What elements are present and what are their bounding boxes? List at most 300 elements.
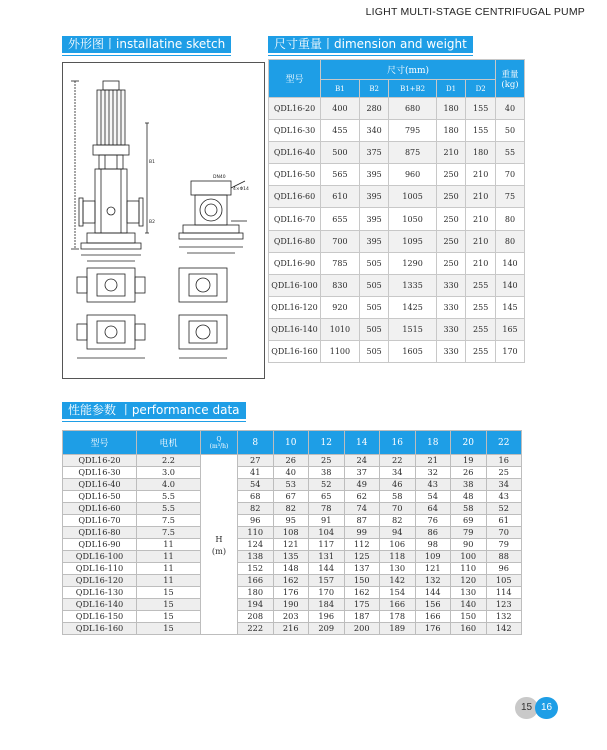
head-value-cell: 86: [415, 527, 451, 539]
value-cell: 210: [466, 230, 496, 252]
model-cell: QDL16-20: [63, 455, 137, 467]
model-cell: QDL16-30: [63, 467, 137, 479]
model-cell: QDL16-40: [63, 479, 137, 491]
dim-header-model: 型号: [269, 60, 321, 98]
head-value-cell: 25: [309, 455, 345, 467]
value-cell: 250: [436, 230, 466, 252]
head-value-cell: 120: [451, 575, 487, 587]
value-cell: 70: [496, 164, 525, 186]
table-row: [269, 341, 525, 363]
head-value-cell: 105: [486, 575, 522, 587]
head-value-cell: 166: [415, 611, 451, 623]
head-value-cell: 52: [486, 503, 522, 515]
head-value-cell: 79: [451, 527, 487, 539]
head-value-cell: 54: [415, 491, 451, 503]
value-cell: 250: [436, 252, 466, 274]
value-cell: 610: [321, 186, 360, 208]
head-value-cell: 150: [344, 575, 380, 587]
motor-cell: 11: [137, 563, 201, 575]
model-cell: QDL16-110: [63, 563, 137, 575]
perf-header-flow-value: 12: [309, 431, 345, 455]
head-value-cell: 209: [309, 623, 345, 635]
perf-header-flow-unit: (m³/h): [209, 442, 229, 450]
head-value-cell: 43: [486, 491, 522, 503]
head-value-cell: 68: [238, 491, 274, 503]
head-value-cell: 148: [273, 563, 309, 575]
value-cell: 330: [436, 296, 466, 318]
model-cell: QDL16-50: [269, 164, 321, 186]
head-value-cell: 43: [415, 479, 451, 491]
model-cell: QDL16-70: [63, 515, 137, 527]
header-title: LIGHT MULTI-STAGE CENTRIFUGAL PUMP: [365, 6, 585, 18]
head-value-cell: 19: [451, 455, 487, 467]
head-value-cell: 152: [238, 563, 274, 575]
head-value-cell: 189: [380, 623, 416, 635]
motor-cell: 7.5: [137, 527, 201, 539]
head-value-cell: 61: [486, 515, 522, 527]
head-value-cell: 132: [415, 575, 451, 587]
pump-drawing: [63, 63, 266, 380]
head-value-cell: 150: [451, 611, 487, 623]
head-value-cell: 162: [344, 587, 380, 599]
value-cell: 155: [466, 98, 496, 120]
head-value-cell: 142: [486, 623, 522, 635]
value-cell: 80: [496, 208, 525, 230]
head-value-cell: 157: [309, 575, 345, 587]
head-value-cell: 162: [273, 575, 309, 587]
value-cell: 210: [466, 208, 496, 230]
value-cell: 395: [359, 164, 389, 186]
value-cell: 565: [321, 164, 360, 186]
head-value-cell: 98: [415, 539, 451, 551]
head-value-cell: 16: [486, 455, 522, 467]
perf-header-flow-value: 10: [273, 431, 309, 455]
perf-header-flow-value: 8: [238, 431, 274, 455]
dimension-weight-table: [268, 59, 525, 363]
head-value-cell: 190: [273, 599, 309, 611]
head-value-cell: 79: [486, 539, 522, 551]
value-cell: 505: [359, 252, 389, 274]
model-cell: QDL16-130: [63, 587, 137, 599]
value-cell: 500: [321, 142, 360, 164]
value-cell: 1095: [389, 230, 436, 252]
head-value-cell: 76: [415, 515, 451, 527]
head-value-cell: 62: [344, 491, 380, 503]
head-value-cell: 38: [309, 467, 345, 479]
head-value-cell: 54: [238, 479, 274, 491]
model-cell: QDL16-60: [269, 186, 321, 208]
value-cell: 505: [359, 341, 389, 363]
head-value-cell: 34: [380, 467, 416, 479]
table-row: [63, 455, 522, 467]
value-cell: 180: [436, 98, 466, 120]
value-cell: 680: [389, 98, 436, 120]
head-value-cell: 40: [273, 467, 309, 479]
value-cell: 655: [321, 208, 360, 230]
head-value-cell: 137: [344, 563, 380, 575]
head-value-cell: 108: [273, 527, 309, 539]
head-value-cell: 94: [380, 527, 416, 539]
head-value-cell: 114: [486, 587, 522, 599]
motor-cell: 15: [137, 599, 201, 611]
value-cell: 280: [359, 98, 389, 120]
table-row: [269, 164, 525, 186]
head-value-cell: 74: [344, 503, 380, 515]
head-value-cell: 216: [273, 623, 309, 635]
head-value-cell: 180: [238, 587, 274, 599]
value-cell: 180: [436, 120, 466, 142]
value-cell: 830: [321, 274, 360, 296]
head-value-cell: 142: [380, 575, 416, 587]
value-cell: 140: [496, 274, 525, 296]
model-cell: QDL16-30: [269, 120, 321, 142]
table-row: [269, 318, 525, 340]
model-cell: QDL16-50: [63, 491, 137, 503]
head-value-cell: 82: [273, 503, 309, 515]
value-cell: 700: [321, 230, 360, 252]
motor-cell: 11: [137, 539, 201, 551]
head-value-cell: 53: [273, 479, 309, 491]
head-value-cell: 64: [415, 503, 451, 515]
motor-cell: 3.0: [137, 467, 201, 479]
head-value-cell: 38: [451, 479, 487, 491]
head-value-cell: 82: [380, 515, 416, 527]
head-value-cell: 170: [309, 587, 345, 599]
head-unit: (m): [211, 545, 227, 556]
head-value-cell: 166: [380, 599, 416, 611]
table-row: [269, 120, 525, 142]
installation-sketch: [62, 62, 265, 379]
table-row: [269, 98, 525, 120]
table-row: [269, 230, 525, 252]
head-value-cell: 70: [380, 503, 416, 515]
head-value-cell: 117: [309, 539, 345, 551]
value-cell: 250: [436, 208, 466, 230]
value-cell: 505: [359, 296, 389, 318]
head-value-cell: 124: [238, 539, 274, 551]
head-value-cell: 58: [451, 503, 487, 515]
value-cell: 340: [359, 120, 389, 142]
dim-header-size: 尺寸(mm): [321, 60, 496, 80]
value-cell: 395: [359, 186, 389, 208]
model-cell: QDL16-80: [269, 230, 321, 252]
head-value-cell: 91: [309, 515, 345, 527]
motor-cell: 11: [137, 551, 201, 563]
value-cell: 455: [321, 120, 360, 142]
page-number-left: 15: [515, 697, 538, 719]
value-cell: 255: [466, 274, 496, 296]
table-row: [63, 599, 522, 611]
value-cell: 375: [359, 142, 389, 164]
head-value-cell: 140: [451, 599, 487, 611]
head-value-cell: 200: [344, 623, 380, 635]
head-value-cell: 144: [415, 587, 451, 599]
head-value-cell: 95: [273, 515, 309, 527]
motor-cell: 5.5: [137, 491, 201, 503]
model-cell: QDL16-80: [63, 527, 137, 539]
head-value-cell: 109: [415, 551, 451, 563]
page-number-right: 16: [535, 697, 558, 719]
dim-header-weight: 重量(kg): [496, 60, 525, 98]
model-cell: QDL16-140: [269, 318, 321, 340]
section-title-dimension: 尺寸重量丨dimension and weight: [268, 36, 473, 53]
head-value-cell: 176: [273, 587, 309, 599]
table-row: [63, 527, 522, 539]
section-title-performance: 性能参数 丨performance data: [62, 402, 246, 419]
sketch-label-holes: 4×Φ14: [233, 187, 249, 192]
value-cell: 400: [321, 98, 360, 120]
motor-cell: 15: [137, 587, 201, 599]
head-value-cell: 27: [238, 455, 274, 467]
performance-table: [62, 430, 522, 635]
perf-header-flow-q: Q: [216, 435, 222, 443]
perf-header-flow-value: 20: [451, 431, 487, 455]
value-cell: 395: [359, 230, 389, 252]
value-cell: 40: [496, 98, 525, 120]
page-numbers: [515, 697, 561, 719]
value-cell: 55: [496, 142, 525, 164]
head-value-cell: 88: [486, 551, 522, 563]
value-cell: 80: [496, 230, 525, 252]
model-cell: QDL16-20: [269, 98, 321, 120]
head-value-cell: 160: [451, 623, 487, 635]
model-cell: QDL16-40: [269, 142, 321, 164]
value-cell: 505: [359, 274, 389, 296]
perf-header-flow-value: 14: [344, 431, 380, 455]
head-value-cell: 106: [380, 539, 416, 551]
sketch-label-b1: B1: [149, 160, 155, 165]
table-row: [63, 551, 522, 563]
head-value-cell: 67: [273, 491, 309, 503]
head-value-cell: 112: [344, 539, 380, 551]
model-cell: QDL16-90: [63, 539, 137, 551]
value-cell: 1050: [389, 208, 436, 230]
head-value-cell: 70: [486, 527, 522, 539]
head-value-cell: 196: [309, 611, 345, 623]
table-row: [63, 479, 522, 491]
head-value-cell: 58: [380, 491, 416, 503]
table-row: [63, 539, 522, 551]
model-cell: QDL16-90: [269, 252, 321, 274]
value-cell: 875: [389, 142, 436, 164]
head-value-cell: 32: [415, 467, 451, 479]
head-value-cell: 130: [380, 563, 416, 575]
head-value-cell: 125: [344, 551, 380, 563]
head-value-cell: 48: [451, 491, 487, 503]
value-cell: 180: [466, 142, 496, 164]
value-cell: 1290: [389, 252, 436, 274]
model-cell: QDL16-70: [269, 208, 321, 230]
value-cell: 330: [436, 341, 466, 363]
head-value-cell: 100: [451, 551, 487, 563]
value-cell: 170: [496, 341, 525, 363]
head-value-cell: 37: [344, 467, 380, 479]
head-value-cell: 26: [273, 455, 309, 467]
value-cell: 210: [466, 164, 496, 186]
value-cell: 250: [436, 186, 466, 208]
head-value-cell: 123: [486, 599, 522, 611]
head-value-cell: 41: [238, 467, 274, 479]
head-value-cell: 138: [238, 551, 274, 563]
value-cell: 795: [389, 120, 436, 142]
value-cell: 75: [496, 186, 525, 208]
head-value-cell: 87: [344, 515, 380, 527]
head-value-cell: 175: [344, 599, 380, 611]
head-value-cell: 121: [273, 539, 309, 551]
motor-cell: 15: [137, 611, 201, 623]
head-value-cell: 78: [309, 503, 345, 515]
value-cell: 330: [436, 318, 466, 340]
model-cell: QDL16-100: [63, 551, 137, 563]
sketch-label-b2: B2: [149, 220, 155, 225]
perf-header-flow-value: 22: [486, 431, 522, 455]
value-cell: 1005: [389, 186, 436, 208]
model-cell: QDL16-160: [63, 623, 137, 635]
head-value-cell: 156: [415, 599, 451, 611]
head-value-cell: 52: [309, 479, 345, 491]
head-value-cell: 46: [380, 479, 416, 491]
table-row: [269, 296, 525, 318]
table-row: [63, 491, 522, 503]
table-row: [63, 611, 522, 623]
table-row: [269, 208, 525, 230]
table-row: [63, 503, 522, 515]
head-label: H: [215, 533, 223, 544]
value-cell: 395: [359, 208, 389, 230]
value-cell: 255: [466, 341, 496, 363]
table-row: [63, 563, 522, 575]
table-row: [63, 515, 522, 527]
value-cell: 1335: [389, 274, 436, 296]
value-cell: 210: [466, 186, 496, 208]
head-value-cell: 184: [309, 599, 345, 611]
head-value-cell: 203: [273, 611, 309, 623]
head-value-cell: 49: [344, 479, 380, 491]
head-value-cell: 21: [415, 455, 451, 467]
value-cell: 210: [436, 142, 466, 164]
value-cell: 505: [359, 318, 389, 340]
head-value-cell: 99: [344, 527, 380, 539]
value-cell: 165: [496, 318, 525, 340]
head-value-cell: 121: [415, 563, 451, 575]
head-value-cell: 104: [309, 527, 345, 539]
head-value-cell: 96: [238, 515, 274, 527]
head-value-cell: 34: [486, 479, 522, 491]
model-cell: QDL16-60: [63, 503, 137, 515]
motor-cell: 4.0: [137, 479, 201, 491]
head-value-cell: 144: [309, 563, 345, 575]
motor-cell: 5.5: [137, 503, 201, 515]
perf-header-flow-value: 16: [380, 431, 416, 455]
value-cell: 255: [466, 318, 496, 340]
head-value-cell: 187: [344, 611, 380, 623]
head-value-cell: 131: [309, 551, 345, 563]
head-value-cell: 130: [451, 587, 487, 599]
table-row: [63, 467, 522, 479]
value-cell: 1605: [389, 341, 436, 363]
table-row: [269, 274, 525, 296]
table-row: [269, 186, 525, 208]
value-cell: 50: [496, 120, 525, 142]
sketch-label-dn40: DN40: [213, 175, 226, 180]
head-value-cell: 96: [486, 563, 522, 575]
value-cell: 330: [436, 274, 466, 296]
dim-subheader: B2: [359, 80, 389, 98]
value-cell: 140: [496, 252, 525, 274]
perf-header-motor: 电机: [137, 431, 201, 455]
dim-subheader: B1: [321, 80, 360, 98]
head-unit-cell: [201, 455, 238, 635]
head-value-cell: 194: [238, 599, 274, 611]
value-cell: 250: [436, 164, 466, 186]
dim-subheader: D1: [436, 80, 466, 98]
head-value-cell: 118: [380, 551, 416, 563]
motor-cell: 7.5: [137, 515, 201, 527]
head-value-cell: 69: [451, 515, 487, 527]
head-value-cell: 22: [380, 455, 416, 467]
perf-header-flow-value: 18: [415, 431, 451, 455]
head-value-cell: 222: [238, 623, 274, 635]
model-cell: QDL16-140: [63, 599, 137, 611]
value-cell: 155: [466, 120, 496, 142]
dim-subheader: D2: [466, 80, 496, 98]
value-cell: 1010: [321, 318, 360, 340]
value-cell: 145: [496, 296, 525, 318]
model-cell: QDL16-100: [269, 274, 321, 296]
model-cell: QDL16-160: [269, 341, 321, 363]
head-value-cell: 176: [415, 623, 451, 635]
perf-header-flow: [201, 431, 238, 455]
section-title-sketch: 外形图丨installatine sketch: [62, 36, 231, 53]
value-cell: 210: [466, 252, 496, 274]
head-value-cell: 166: [238, 575, 274, 587]
value-cell: 255: [466, 296, 496, 318]
model-cell: QDL16-120: [269, 296, 321, 318]
head-value-cell: 110: [238, 527, 274, 539]
value-cell: 1100: [321, 341, 360, 363]
head-value-cell: 132: [486, 611, 522, 623]
value-cell: 1425: [389, 296, 436, 318]
head-value-cell: 90: [451, 539, 487, 551]
motor-cell: 2.2: [137, 455, 201, 467]
table-row: [63, 575, 522, 587]
table-row: [269, 142, 525, 164]
head-value-cell: 25: [486, 467, 522, 479]
model-cell: QDL16-150: [63, 611, 137, 623]
table-row: [63, 587, 522, 599]
dim-subheader: B1+B2: [389, 80, 436, 98]
motor-cell: 11: [137, 575, 201, 587]
model-cell: QDL16-120: [63, 575, 137, 587]
motor-cell: 15: [137, 623, 201, 635]
table-row: [63, 623, 522, 635]
head-value-cell: 208: [238, 611, 274, 623]
head-value-cell: 110: [451, 563, 487, 575]
table-row: [269, 252, 525, 274]
head-value-cell: 82: [238, 503, 274, 515]
head-value-cell: 178: [380, 611, 416, 623]
head-value-cell: 154: [380, 587, 416, 599]
value-cell: 785: [321, 252, 360, 274]
head-value-cell: 135: [273, 551, 309, 563]
perf-header-model: 型号: [63, 431, 137, 455]
value-cell: 960: [389, 164, 436, 186]
value-cell: 920: [321, 296, 360, 318]
value-cell: 1515: [389, 318, 436, 340]
head-value-cell: 65: [309, 491, 345, 503]
head-value-cell: 24: [344, 455, 380, 467]
head-value-cell: 26: [451, 467, 487, 479]
